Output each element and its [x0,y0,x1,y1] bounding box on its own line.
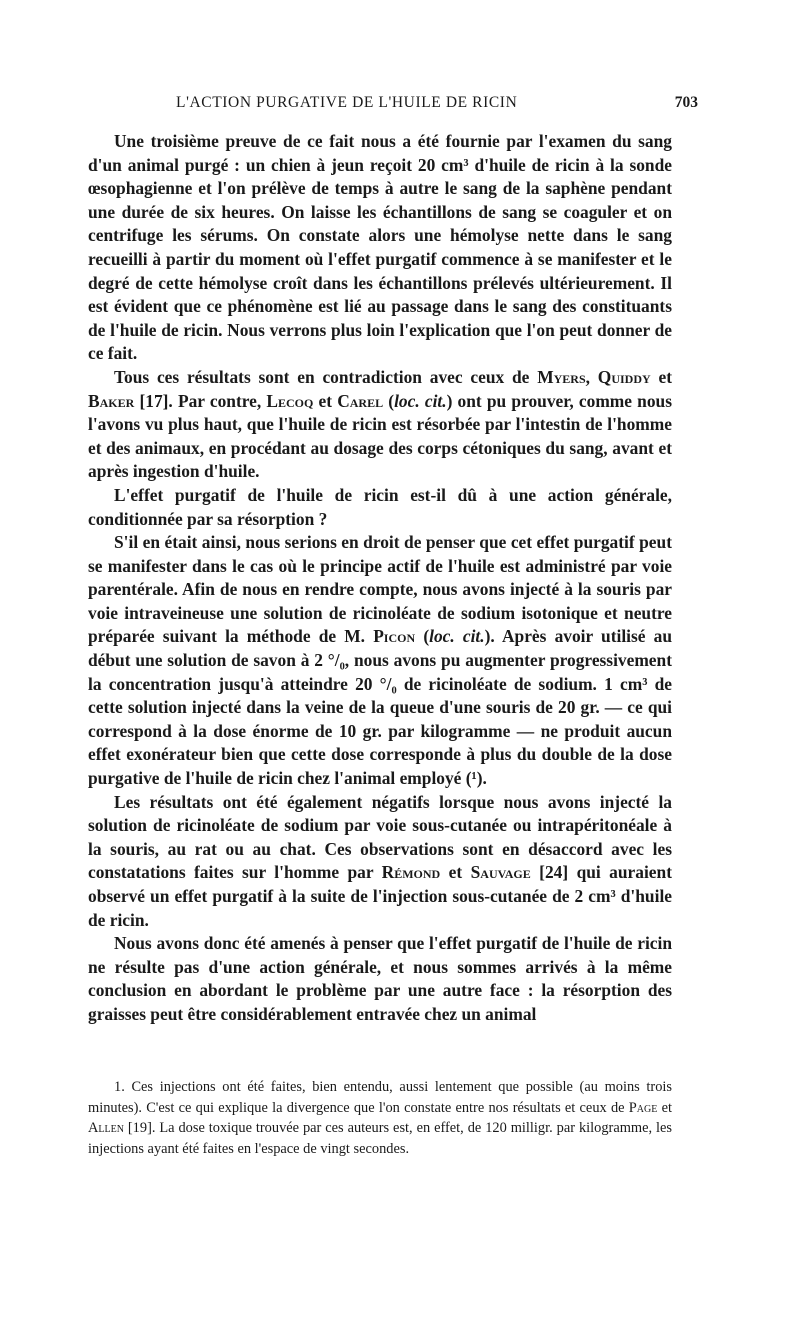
paragraph-5 [88,791,672,933]
text-run: et [657,1099,672,1116]
author-name: Page [628,1099,658,1116]
text-run: [24] qui auraient observé un effet purgatif à la suite de l'injection sous-cutanée de 2 cm³ d'huile de ricin. [88,862,672,930]
paragraph-3: L'effet purgatif de l'huile de ricin est-il dû à une action générale, conditionnée par sa résorption ? [88,484,672,529]
text-run: 1. Ces injections ont été faites, bien entendu, aussi lentement que possible (au moins trois minutes). C'est ce qui explique la divergence que l'on constate entre nos résultats et ceux de [88,1079,672,1116]
text-run: [17]. Par contre, [134,390,267,411]
paragraph-4 [88,531,672,791]
body-text [88,130,672,1027]
paragraph-1: Une troisième preuve de ce fait nous a été fournie par l'examen du sang d'un animal purgé : un chien à jeun reçoit 20 cm³ d'huile de ricin à la sonde œsophagienne et l'on prélève de temps à autre le sang de la saphène pendant une durée de six heures. On laisse les échantillons de sang se coaguler et on centrifuge les sérums. On constate alors une hémolyse nette dans le sang recueilli à partir du moment où l'effet purgatif commence à se manifester et le degré de cette hémolyse croît dans les échantillons prélevés ultérieurement. Il est évident que ce phénomène est lié au passage dans le sang des constituants de l'huile de ricin. Nous verrons plus loin l'explication que l'on peut donner de ce fait. [88,131,672,364]
footnote-1 [88,1077,672,1159]
text-run: , [585,366,598,387]
author-name: Baker [88,390,135,411]
author-name: Sauvage [470,862,531,883]
page-number: 703 [674,94,698,111]
text-run: Tous ces résultats sont en contradiction avec ceux de [114,366,538,387]
paragraph-2 [88,366,672,484]
footnote [88,1077,672,1159]
text-run: ) ont pu prouver, comme nous l'avons vu plus haut, que l'huile de ricin est résorbée par l'intestin de l'homme et des animaux, en procédant au dosage des corps cétoniques du sang, avant et après ingestion d'huile. [88,390,672,482]
text-run: et [313,390,338,411]
author-name: Carel [337,390,384,411]
author-name: Quiddy [597,366,651,387]
text-run: S'il en était ainsi, nous serions en droit de penser que cet effet purgatif peut se manifester dans le cas où le principe actif de l'huile est administré par voie parentérale. Afin de nous en rendre compte, nous avons injecté à la souris par voie intraveineuse une solution de ricinoléate de sodium isotonique et neutre préparée suivant la méthode de M. [88,532,672,647]
paragraph-6: Nous avons donc été amenés à penser que l'effet purgatif de l'huile de ricin ne résulte pas d'une action générale, et nous sommes arrivés à la même conclusion en abordant le problème par une autre face : la résorption des graisses peut être considérablement entravée chez un animal [88,933,672,1024]
author-name: Myers [537,366,586,387]
running-title: L'ACTION PURGATIVE DE L'HUILE DE RICIN [176,94,518,111]
author-name: Lecoq [266,390,314,411]
citation: loc. cit. [394,390,447,411]
text-run: ). Après avoir utilisé au début une solution de savon à 2 °/₀, nous avons pu augmenter progressivement la concentration jusqu'à atteindre 20 °/₀ de ricinoléate de sodium. 1 cm³ de cette solution injecté dans la veine de la queue d'une souris de 20 gr. — ce qui correspond à la dose énorme de 10 gr. par kilogramme — ne produit aucun effet exonérateur bien que cette dose corresponde à plus du double de la dose purgative de l'huile de ricin chez l'animal employé (¹). [88,626,673,789]
citation: loc. cit. [429,626,485,647]
author-name: Allen [88,1120,124,1137]
text-run: [19]. La dose toxique trouvée par ces auteurs est, en effet, de 120 milligr. par kilogramme, les injections ayant été faites en l'espace de vingt secondes. [88,1120,672,1157]
author-name: Rémond [381,862,441,883]
text-run: ( [415,626,430,647]
text-run: Les résultats ont été également négatifs lorsque nous avons injecté la solution de ricinoléate de sodium par voie sous-cutanée ou intrapéritonéale à la souris, au rat ou au chat. Ces observations sont en désaccord avec les constatations faites sur l'homme par [88,791,672,883]
running-header [88,94,698,118]
text-run: et [650,366,672,387]
text-run: et [440,862,471,883]
text-run: ( [383,390,395,411]
author-name: Picon [373,626,416,647]
